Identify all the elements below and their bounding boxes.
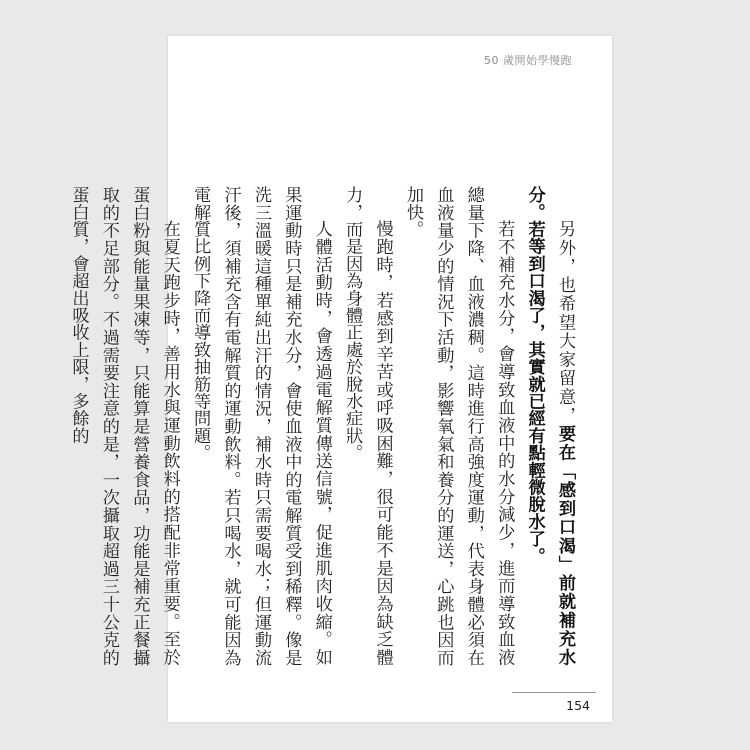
body-text [63,186,580,666]
paragraph-1-emphasis: 要在「感到口渴」前就補充水分。若等到口渴了，其實就已經有點輕微脫水了。 [524,186,575,666]
book-page [68,36,612,722]
paragraph-2: 若不補充水分，會導致血液中的水分減少，進而導致血液總量下降、血液濃稠。這時進行高強度運動，代表身體必須在血液量少的情況下活動，影響氧氣和養分的運送，心跳也因而加快。 [402,186,515,666]
paragraph-4: 人體活動時，會透過電解質傳送信號，促進肌肉收縮。如果運動時只是補充水分，會使血液中的電解質受到稀釋。像是洗三溫暖這種單純出汗的情況，補水時只需要喝水；但運動流汗後，須補充含有電解質的運動飲料。若只喝水，就可能因為電解質比例下降而導致抽筋等問題。 [190,186,332,666]
page-number: 154 [566,698,590,713]
paragraph-5: 在夏天跑步時，善用水與運動飲料的搭配非常重要。至於蛋白粉與能量果凍等，只能算是營養食品，功能是補充正餐攝取的不足部分。不過需要注意的是，一次攝取超過三十公克的蛋白質，會超出吸收上限，多餘的 [68,186,180,666]
paragraph-1-intro: 另外，也希望大家留意， [555,220,575,426]
running-head: 50 歲開始學慢跑 [484,54,572,67]
paragraph-1 [519,186,580,666]
footer-rule [512,692,596,693]
paragraph-3: 慢跑時，若感到辛苦或呼吸困難，很可能不是因為缺乏體力，而是因為身體正處於脫水症狀。 [342,186,393,666]
